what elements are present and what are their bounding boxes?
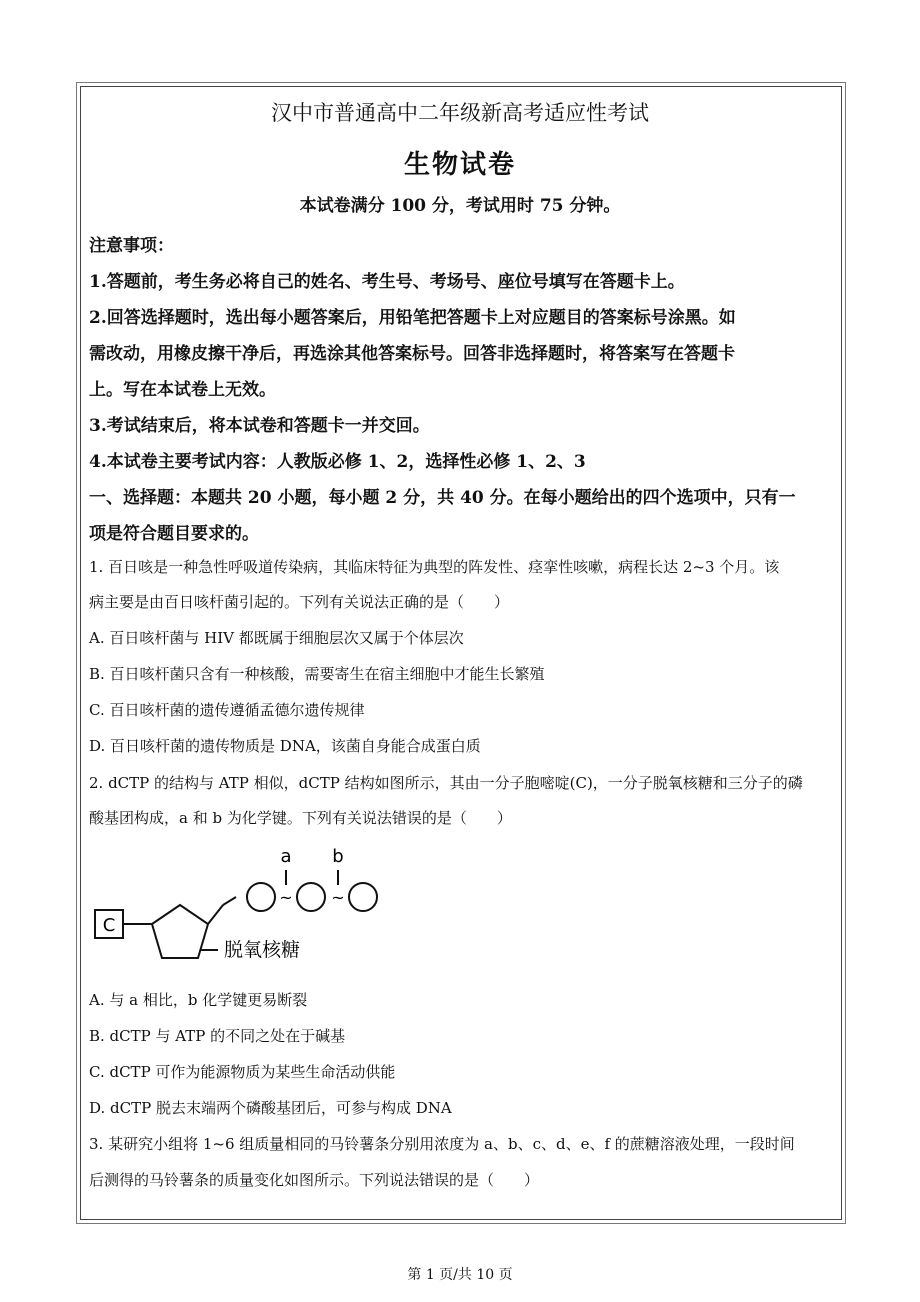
phosphate-1	[247, 883, 275, 911]
bond-tilde: ~	[279, 888, 293, 907]
exam-title: 汉中市普通高中二年级新高考适应性考试	[271, 101, 649, 125]
page-number: 第 1 页/共 10 页	[407, 1267, 513, 1283]
sugar-link	[223, 897, 236, 905]
q1-stem: 病主要是由百日咳杆菌引起的。下列有关说法正确的是（ ）	[89, 593, 510, 611]
sugar-label: 脱氧核糖	[224, 939, 301, 961]
q1-option-d: D. 百日咳杆菌的遗传物质是 DNA，该菌自身能合成蛋白质	[89, 737, 481, 755]
notice-line: 4.本试卷主要考试内容：人教版必修 1、2，选择性必修 1、2、3	[89, 452, 586, 472]
bond-a-label: a	[280, 846, 292, 867]
dctp-structure-figure	[90, 840, 390, 980]
page-border	[80, 86, 842, 1220]
q3-stem: 3. 某研究小组将 1~6 组质量相同的马铃薯条分别用浓度为 a、b、c、d、e、f 的蔗糖溶液处理，一段时间	[89, 1135, 795, 1153]
section-heading: 项是符合题目要求的。	[89, 524, 259, 544]
section-heading: 一、选择题：本题共 20 小题，每小题 2 分，共 40 分。在每小题给出的四个选项中，只有一	[89, 488, 796, 508]
notice-line: 1.答题前，考生务必将自己的姓名、考生号、考场号、座位号填写在答题卡上。	[89, 272, 685, 292]
q2-option-d: D. dCTP 脱去末端两个磷酸基团后，可参与构成 DNA	[89, 1099, 452, 1117]
q2-option-c: C. dCTP 可作为能源物质为某些生命活动供能	[89, 1063, 396, 1081]
notice-line: 2.回答选择题时，选出每小题答案后，用铅笔把答题卡上对应题目的答案标号涂黑。如	[89, 308, 736, 328]
cytosine-label: C	[102, 915, 116, 936]
q2-stem: 2. dCTP 的结构与 ATP 相似，dCTP 结构如图所示，其由一分子胞嘧啶(C)，一分子脱氧核糖和三分子的磷	[89, 774, 803, 792]
sugar-link	[208, 905, 223, 924]
bond-tilde: ~	[331, 888, 345, 907]
q1-option-a: A. 百日咳杆菌与 HIV 都既属于细胞层次又属于个体层次	[89, 629, 464, 647]
notice-heading: 注意事项：	[89, 236, 174, 256]
bond-b-label: b	[332, 846, 344, 867]
notice-line: 上。写在本试卷上无效。	[89, 380, 276, 400]
phosphate-3	[349, 883, 377, 911]
q1-option-b: B. 百日咳杆菌只含有一种核酸，需要寄生在宿主细胞中才能生长繁殖	[89, 665, 545, 683]
q2-stem: 酸基团构成，a 和 b 为化学键。下列有关说法错误的是（ ）	[89, 809, 512, 827]
phosphate-2	[297, 883, 325, 911]
exam-info: 本试卷满分 100 分，考试用时 75 分钟。	[299, 196, 621, 216]
notice-line: 需改动，用橡皮擦干净后，再选涂其他答案标号。回答非选择题时，将答案写在答题卡	[89, 344, 735, 364]
q3-stem: 后测得的马铃薯条的质量变化如图所示。下列说法错误的是（ ）	[89, 1171, 540, 1189]
q1-option-c: C. 百日咳杆菌的遗传遵循孟德尔遗传规律	[89, 701, 365, 719]
notice-line: 3.考试结束后，将本试卷和答题卡一并交回。	[89, 416, 430, 436]
q2-option-a: A. 与 a 相比，b 化学键更易断裂	[89, 991, 308, 1009]
deoxyribose-pentagon	[152, 905, 208, 958]
subject-title: 生物试卷	[403, 150, 516, 180]
q2-option-b: B. dCTP 与 ATP 的不同之处在于碱基	[89, 1027, 346, 1045]
q1-stem: 1. 百日咳是一种急性呼吸道传染病，其临床特征为典型的阵发性、痉挛性咳嗽，病程长达 2~3 个月。该	[89, 558, 780, 576]
